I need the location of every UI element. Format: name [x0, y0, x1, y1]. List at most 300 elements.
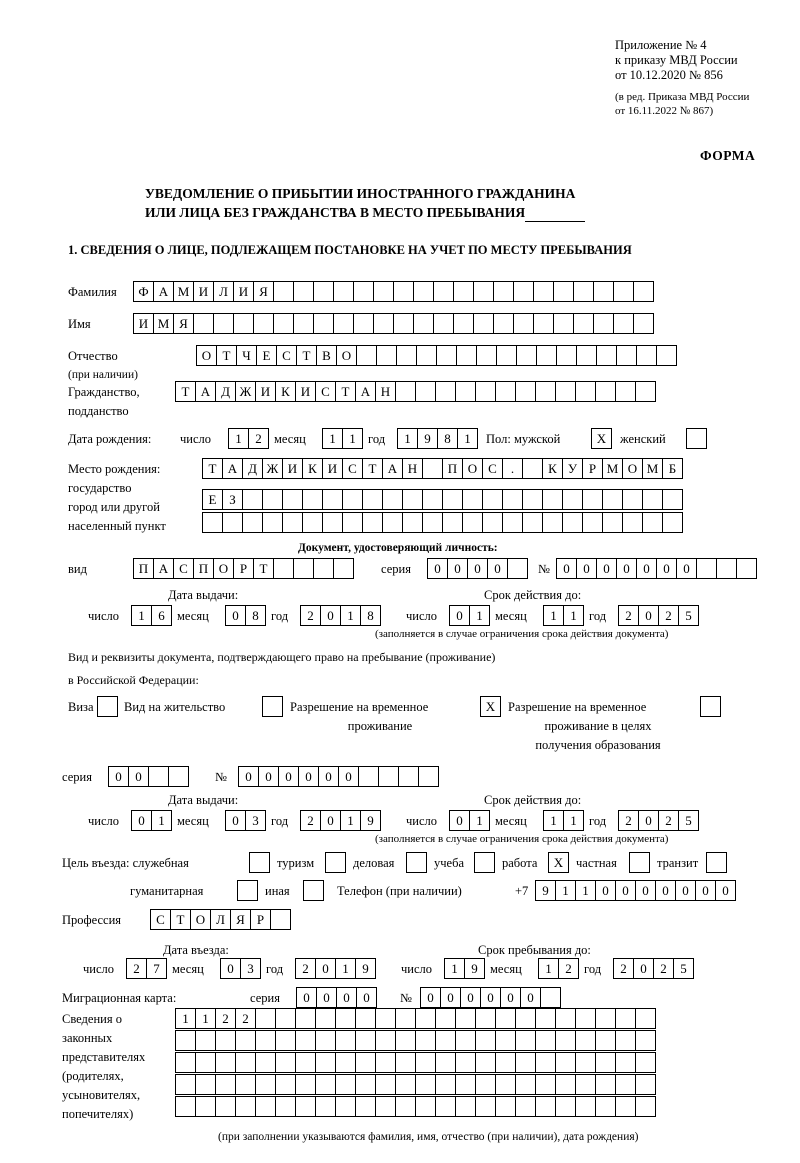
cell[interactable]: [362, 489, 383, 510]
cell[interactable]: [493, 281, 514, 302]
cell[interactable]: [475, 1008, 496, 1029]
cell[interactable]: 0: [460, 987, 481, 1008]
cell[interactable]: [535, 1008, 556, 1029]
cell[interactable]: 0: [258, 766, 279, 787]
visa-checkbox[interactable]: [97, 696, 118, 717]
purpose-work-checkbox[interactable]: X: [548, 852, 569, 873]
cell[interactable]: [202, 512, 223, 533]
cell[interactable]: [482, 512, 503, 533]
cell[interactable]: [435, 1008, 456, 1029]
cell[interactable]: [575, 1074, 596, 1095]
cell[interactable]: И: [295, 381, 316, 402]
cell[interactable]: 0: [427, 558, 448, 579]
cell[interactable]: [398, 766, 419, 787]
cell[interactable]: Т: [296, 345, 317, 366]
cell[interactable]: О: [336, 345, 357, 366]
cell[interactable]: И: [322, 458, 343, 479]
cell[interactable]: П: [193, 558, 214, 579]
cell[interactable]: 0: [616, 558, 637, 579]
cell[interactable]: 0: [298, 766, 319, 787]
stay-year-cells[interactable]: [613, 958, 693, 979]
cell[interactable]: С: [342, 458, 363, 479]
cell[interactable]: 2: [126, 958, 147, 979]
cell[interactable]: [475, 1030, 496, 1051]
purpose-transit-checkbox[interactable]: [706, 852, 727, 873]
cell[interactable]: [515, 1030, 536, 1051]
cell[interactable]: Б: [662, 458, 683, 479]
cell[interactable]: 1: [131, 605, 152, 626]
cell[interactable]: 0: [238, 766, 259, 787]
cell[interactable]: З: [222, 489, 243, 510]
cell[interactable]: [335, 1030, 356, 1051]
cell[interactable]: [495, 1008, 516, 1029]
cell[interactable]: К: [302, 458, 323, 479]
cell[interactable]: О: [190, 909, 211, 930]
cell[interactable]: С: [315, 381, 336, 402]
cell[interactable]: 0: [320, 605, 341, 626]
legal-rep-row-2[interactable]: [175, 1030, 655, 1051]
cell[interactable]: [322, 489, 343, 510]
edu-residence-checkbox[interactable]: [700, 696, 721, 717]
residence-checkbox[interactable]: [262, 696, 283, 717]
cell[interactable]: 0: [225, 810, 246, 831]
cell[interactable]: И: [233, 281, 254, 302]
cell[interactable]: 1: [575, 880, 596, 901]
cell[interactable]: [415, 381, 436, 402]
cell[interactable]: [255, 1052, 276, 1073]
cell[interactable]: [635, 1052, 656, 1073]
cell[interactable]: Т: [335, 381, 356, 402]
cell[interactable]: [395, 1096, 416, 1117]
cell[interactable]: [355, 1052, 376, 1073]
cell[interactable]: [515, 1096, 536, 1117]
cell[interactable]: 0: [320, 810, 341, 831]
cell[interactable]: [555, 381, 576, 402]
perm-valid-day-cells[interactable]: [449, 810, 489, 831]
cell[interactable]: [333, 313, 354, 334]
profession-cells[interactable]: [150, 909, 290, 930]
cell[interactable]: [633, 281, 654, 302]
cell[interactable]: [433, 281, 454, 302]
cell[interactable]: [613, 313, 634, 334]
perm-issue-day-cells[interactable]: [131, 810, 171, 831]
cell[interactable]: [175, 1052, 196, 1073]
cell[interactable]: 2: [300, 605, 321, 626]
cell[interactable]: 1: [195, 1008, 216, 1029]
cell[interactable]: [355, 1030, 376, 1051]
cell[interactable]: [435, 1052, 456, 1073]
cell[interactable]: [515, 1008, 536, 1029]
cell[interactable]: [295, 1074, 316, 1095]
cell[interactable]: [373, 281, 394, 302]
cell[interactable]: 0: [520, 987, 541, 1008]
cell[interactable]: [442, 489, 463, 510]
legal-rep-row-4[interactable]: [175, 1074, 655, 1095]
cell[interactable]: [535, 1074, 556, 1095]
cell[interactable]: [395, 1030, 416, 1051]
cell[interactable]: [582, 512, 603, 533]
cell[interactable]: [222, 512, 243, 533]
cell[interactable]: 0: [676, 558, 697, 579]
cell[interactable]: [633, 313, 654, 334]
cell[interactable]: [482, 489, 503, 510]
purpose-business-checkbox[interactable]: [406, 852, 427, 873]
cell[interactable]: И: [133, 313, 154, 334]
cell[interactable]: [275, 1096, 296, 1117]
cell[interactable]: [275, 1008, 296, 1029]
cell[interactable]: [255, 1008, 276, 1029]
patronymic-cells[interactable]: [196, 345, 676, 366]
entry-year-cells[interactable]: [295, 958, 375, 979]
doc-valid-day-cells[interactable]: [449, 605, 489, 626]
birth-city-cells-row2[interactable]: [202, 512, 682, 533]
cell[interactable]: 0: [487, 558, 508, 579]
cell[interactable]: Л: [213, 281, 234, 302]
cell[interactable]: 0: [440, 987, 461, 1008]
cell[interactable]: 0: [633, 958, 654, 979]
birth-year-cells[interactable]: [397, 428, 477, 449]
cell[interactable]: [293, 281, 314, 302]
cell[interactable]: 0: [278, 766, 299, 787]
cell[interactable]: [473, 281, 494, 302]
cell[interactable]: [542, 512, 563, 533]
cell[interactable]: [662, 489, 683, 510]
cell[interactable]: К: [275, 381, 296, 402]
cell[interactable]: [716, 558, 737, 579]
birth-day-cells[interactable]: [228, 428, 268, 449]
cell[interactable]: [515, 381, 536, 402]
perm-valid-year-cells[interactable]: [618, 810, 698, 831]
cell[interactable]: [615, 1074, 636, 1095]
cell[interactable]: [233, 313, 254, 334]
sex-male-checkbox[interactable]: X: [591, 428, 612, 449]
cell[interactable]: [573, 281, 594, 302]
cell[interactable]: М: [602, 458, 623, 479]
cell[interactable]: [595, 1030, 616, 1051]
cell[interactable]: М: [153, 313, 174, 334]
cell[interactable]: [282, 512, 303, 533]
cell[interactable]: [215, 1030, 236, 1051]
cell[interactable]: 2: [248, 428, 269, 449]
stay-month-cells[interactable]: [538, 958, 578, 979]
cell[interactable]: [433, 313, 454, 334]
cell[interactable]: 0: [556, 558, 577, 579]
cell[interactable]: [215, 1096, 236, 1117]
cell[interactable]: С: [276, 345, 297, 366]
cell[interactable]: [195, 1052, 216, 1073]
cell[interactable]: 2: [235, 1008, 256, 1029]
cell[interactable]: [235, 1030, 256, 1051]
cell[interactable]: [522, 458, 543, 479]
entry-month-cells[interactable]: [220, 958, 260, 979]
cell[interactable]: П: [133, 558, 154, 579]
cell[interactable]: [582, 489, 603, 510]
cell[interactable]: [395, 381, 416, 402]
cell[interactable]: [495, 1096, 516, 1117]
cell[interactable]: [516, 345, 537, 366]
cell[interactable]: [656, 345, 677, 366]
cell[interactable]: [553, 313, 574, 334]
cell[interactable]: 0: [318, 766, 339, 787]
cell[interactable]: [642, 489, 663, 510]
cell[interactable]: [375, 1030, 396, 1051]
cell[interactable]: [562, 512, 583, 533]
entry-day-cells[interactable]: [126, 958, 166, 979]
cell[interactable]: [455, 381, 476, 402]
cell[interactable]: Ж: [235, 381, 256, 402]
cell[interactable]: [635, 1008, 656, 1029]
cell[interactable]: П: [442, 458, 463, 479]
birth-city-cells[interactable]: [202, 489, 682, 510]
purpose-study-checkbox[interactable]: [474, 852, 495, 873]
stay-day-cells[interactable]: [444, 958, 484, 979]
cell[interactable]: 2: [558, 958, 579, 979]
phone-cells[interactable]: [535, 880, 735, 901]
doc-number-cells[interactable]: [556, 558, 756, 579]
cell[interactable]: [616, 345, 637, 366]
birth-month-cells[interactable]: [322, 428, 362, 449]
cell[interactable]: [253, 313, 274, 334]
cell[interactable]: 0: [449, 605, 470, 626]
cell[interactable]: [273, 558, 294, 579]
cell[interactable]: [562, 489, 583, 510]
cell[interactable]: 0: [596, 558, 617, 579]
cell[interactable]: 8: [437, 428, 458, 449]
cell[interactable]: [315, 1030, 336, 1051]
cell[interactable]: 1: [555, 880, 576, 901]
cell[interactable]: [295, 1052, 316, 1073]
cell[interactable]: Я: [173, 313, 194, 334]
sex-female-checkbox[interactable]: [686, 428, 707, 449]
surname-cells[interactable]: [133, 281, 653, 302]
cell[interactable]: [575, 381, 596, 402]
cell[interactable]: [395, 1052, 416, 1073]
cell[interactable]: [235, 1074, 256, 1095]
cell[interactable]: 2: [618, 810, 639, 831]
cell[interactable]: 0: [615, 880, 636, 901]
cell[interactable]: А: [222, 458, 243, 479]
cell[interactable]: [342, 512, 363, 533]
cell[interactable]: Е: [256, 345, 277, 366]
cell[interactable]: Р: [582, 458, 603, 479]
doc-valid-month-cells[interactable]: [543, 605, 583, 626]
cell[interactable]: [422, 458, 443, 479]
cell[interactable]: 1: [342, 428, 363, 449]
cell[interactable]: [435, 1030, 456, 1051]
cell[interactable]: 0: [595, 880, 616, 901]
cell[interactable]: 0: [447, 558, 468, 579]
cell[interactable]: 0: [315, 958, 336, 979]
cell[interactable]: [193, 313, 214, 334]
cell[interactable]: Р: [233, 558, 254, 579]
cell[interactable]: Т: [170, 909, 191, 930]
cell[interactable]: [295, 1030, 316, 1051]
cell[interactable]: [456, 345, 477, 366]
cell[interactable]: [635, 1030, 656, 1051]
cell[interactable]: [455, 1030, 476, 1051]
cell[interactable]: 0: [225, 605, 246, 626]
cell[interactable]: [555, 1074, 576, 1095]
cell[interactable]: 1: [457, 428, 478, 449]
cell[interactable]: 3: [245, 810, 266, 831]
cell[interactable]: 2: [613, 958, 634, 979]
cell[interactable]: Д: [215, 381, 236, 402]
cell[interactable]: Т: [362, 458, 383, 479]
cell[interactable]: [415, 1008, 436, 1029]
cell[interactable]: [415, 1052, 436, 1073]
cell[interactable]: [622, 512, 643, 533]
cell[interactable]: [358, 766, 379, 787]
cell[interactable]: А: [153, 281, 174, 302]
cell[interactable]: [535, 1096, 556, 1117]
cell[interactable]: [502, 489, 523, 510]
cell[interactable]: 2: [658, 605, 679, 626]
cell[interactable]: [462, 489, 483, 510]
cell[interactable]: В: [316, 345, 337, 366]
cell[interactable]: .: [502, 458, 523, 479]
cell[interactable]: [593, 281, 614, 302]
perm-number-cells[interactable]: [238, 766, 438, 787]
cell[interactable]: Е: [202, 489, 223, 510]
cell[interactable]: [333, 281, 354, 302]
cell[interactable]: 0: [220, 958, 241, 979]
cell[interactable]: [595, 1096, 616, 1117]
purpose-private-checkbox[interactable]: [629, 852, 650, 873]
cell[interactable]: [393, 313, 414, 334]
cell[interactable]: [533, 313, 554, 334]
temp-residence-checkbox[interactable]: X: [480, 696, 501, 717]
cell[interactable]: Т: [175, 381, 196, 402]
cell[interactable]: 0: [715, 880, 736, 901]
cell[interactable]: [315, 1096, 336, 1117]
cell[interactable]: 2: [618, 605, 639, 626]
cell[interactable]: Я: [230, 909, 251, 930]
cell[interactable]: 0: [316, 987, 337, 1008]
cell[interactable]: [413, 313, 434, 334]
cell[interactable]: [576, 345, 597, 366]
cell[interactable]: [635, 381, 656, 402]
doc-issue-month-cells[interactable]: [225, 605, 265, 626]
cell[interactable]: [455, 1052, 476, 1073]
cell[interactable]: [195, 1074, 216, 1095]
cell[interactable]: 0: [449, 810, 470, 831]
cell[interactable]: 1: [175, 1008, 196, 1029]
cell[interactable]: [455, 1096, 476, 1117]
cell[interactable]: [415, 1074, 436, 1095]
cell[interactable]: [475, 381, 496, 402]
cell[interactable]: [282, 489, 303, 510]
cell[interactable]: 2: [658, 810, 679, 831]
cell[interactable]: 1: [543, 810, 564, 831]
cell[interactable]: 0: [638, 810, 659, 831]
cell[interactable]: Н: [402, 458, 423, 479]
cell[interactable]: [493, 313, 514, 334]
cell[interactable]: 8: [245, 605, 266, 626]
mig-number-cells[interactable]: [420, 987, 560, 1008]
cell[interactable]: [353, 281, 374, 302]
cell[interactable]: 1: [543, 605, 564, 626]
cell[interactable]: К: [542, 458, 563, 479]
cell[interactable]: 0: [695, 880, 716, 901]
perm-series-cells[interactable]: [108, 766, 188, 787]
cell[interactable]: [435, 381, 456, 402]
cell[interactable]: [315, 1052, 336, 1073]
cell[interactable]: [175, 1096, 196, 1117]
cell[interactable]: 0: [356, 987, 377, 1008]
cell[interactable]: С: [173, 558, 194, 579]
cell[interactable]: С: [150, 909, 171, 930]
cell[interactable]: [402, 489, 423, 510]
cell[interactable]: 0: [336, 987, 357, 1008]
cell[interactable]: 3: [240, 958, 261, 979]
doc-issue-day-cells[interactable]: [131, 605, 171, 626]
cell[interactable]: [302, 489, 323, 510]
cell[interactable]: [378, 766, 399, 787]
cell[interactable]: [148, 766, 169, 787]
cell[interactable]: [575, 1030, 596, 1051]
doc-series-cells[interactable]: [427, 558, 527, 579]
cell[interactable]: [255, 1030, 276, 1051]
cell[interactable]: [522, 489, 543, 510]
cell[interactable]: 8: [360, 605, 381, 626]
cell[interactable]: [533, 281, 554, 302]
cell[interactable]: [275, 1074, 296, 1095]
cell[interactable]: [313, 281, 334, 302]
cell[interactable]: [242, 512, 263, 533]
cell[interactable]: [415, 1096, 436, 1117]
cell[interactable]: [436, 345, 457, 366]
cell[interactable]: 0: [296, 987, 317, 1008]
cell[interactable]: 2: [300, 810, 321, 831]
cell[interactable]: 5: [678, 605, 699, 626]
cell[interactable]: [235, 1096, 256, 1117]
cell[interactable]: 0: [576, 558, 597, 579]
cell[interactable]: [555, 1008, 576, 1029]
cell[interactable]: [293, 558, 314, 579]
doc-kind-cells[interactable]: [133, 558, 353, 579]
cell[interactable]: [356, 345, 377, 366]
cell[interactable]: [736, 558, 757, 579]
legal-rep-row-5[interactable]: [175, 1096, 655, 1117]
cell[interactable]: Н: [375, 381, 396, 402]
cell[interactable]: 1: [469, 810, 490, 831]
cell[interactable]: [262, 489, 283, 510]
cell[interactable]: [355, 1096, 376, 1117]
cell[interactable]: [393, 281, 414, 302]
cell[interactable]: [422, 512, 443, 533]
cell[interactable]: Ж: [262, 458, 283, 479]
cell[interactable]: И: [282, 458, 303, 479]
cell[interactable]: Р: [250, 909, 271, 930]
cell[interactable]: 5: [678, 810, 699, 831]
cell[interactable]: [342, 489, 363, 510]
cell[interactable]: 1: [538, 958, 559, 979]
cell[interactable]: [362, 512, 383, 533]
cell[interactable]: [175, 1074, 196, 1095]
cell[interactable]: [315, 1074, 336, 1095]
cell[interactable]: [313, 313, 334, 334]
cell[interactable]: 1: [397, 428, 418, 449]
cell[interactable]: [553, 281, 574, 302]
cell[interactable]: [535, 1052, 556, 1073]
cell[interactable]: [275, 1030, 296, 1051]
mig-series-cells[interactable]: [296, 987, 376, 1008]
cell[interactable]: 2: [653, 958, 674, 979]
cell[interactable]: [462, 512, 483, 533]
cell[interactable]: 1: [228, 428, 249, 449]
cell[interactable]: [507, 558, 528, 579]
cell[interactable]: [235, 1052, 256, 1073]
